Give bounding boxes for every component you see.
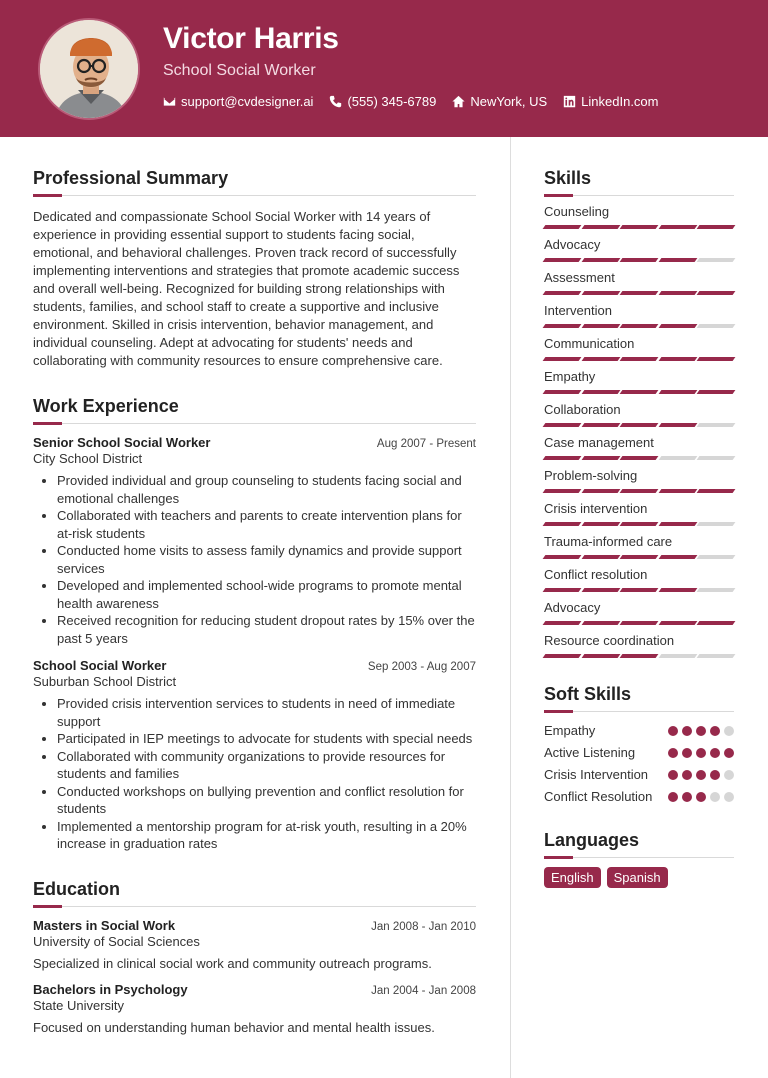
education-description: Specialized in clinical social work and community outreach programs. — [33, 955, 432, 971]
skill-item — [544, 402, 734, 427]
job-position: School Social Worker — [33, 658, 167, 673]
skill-level-segment — [543, 489, 581, 493]
job-bullet: • Participated in IEP meetings to advocate for students with special needs — [57, 730, 476, 748]
education-dates: Jan 2008 - Jan 2010 — [371, 920, 476, 933]
location-text: NewYork, US — [470, 94, 548, 109]
soft-skills-list — [544, 722, 734, 806]
skill-level-segment — [697, 621, 735, 625]
contact-email[interactable] — [163, 94, 313, 109]
section-rule — [33, 423, 476, 424]
skill-level-segment — [697, 654, 735, 658]
degree-name: Masters in Social Work — [33, 917, 176, 933]
skill-level-segment — [658, 588, 696, 592]
languages-list — [544, 867, 734, 888]
job-bullet: • Conducted workshops on bullying prevention and conflict resolution for students — [57, 783, 476, 818]
skill-level-segment — [581, 522, 619, 526]
section-rule — [33, 195, 476, 196]
education-header — [33, 982, 476, 997]
skill-item — [544, 633, 734, 658]
skill-level-segment — [620, 225, 658, 229]
rating-dot — [668, 792, 678, 802]
candidate-name: Victor Harris — [163, 22, 339, 55]
phone-icon — [329, 95, 342, 108]
skill-level-segment — [581, 390, 619, 394]
rating-dot — [724, 726, 734, 736]
skill-item — [544, 237, 734, 262]
rating-dot — [682, 748, 692, 758]
skill-level-segment — [658, 291, 696, 295]
section-rule — [544, 195, 734, 196]
soft-skill-rating — [668, 748, 734, 758]
skill-level-segment — [697, 357, 735, 361]
skill-name: Assessment — [544, 270, 615, 285]
skill-level-segment — [697, 291, 735, 295]
skill-level-segment — [697, 225, 735, 229]
job-bullet: • Provided individual and group counseling to students facing social and emotional challenges — [57, 472, 476, 507]
education-heading: Education — [33, 878, 121, 899]
skill-level-segment — [620, 654, 658, 658]
language-badge: Spanish — [607, 867, 668, 888]
skill-level-segment — [581, 555, 619, 559]
soft-skill-name: Crisis Intervention — [544, 767, 649, 782]
soft-skill-name: Empathy — [544, 723, 596, 738]
avatar — [38, 18, 140, 120]
contact-bar — [163, 94, 659, 109]
soft-skill-rating — [668, 770, 734, 780]
skill-level-segment — [581, 357, 619, 361]
skills-section — [544, 168, 734, 658]
skills-heading: Skills — [544, 168, 592, 188]
language-badge: English — [544, 867, 601, 888]
rating-dot — [668, 770, 678, 780]
education-description: Focused on understanding human behavior and mental health issues. — [33, 1019, 435, 1035]
skill-level-segment — [620, 555, 658, 559]
skill-name: Collaboration — [544, 402, 621, 417]
skill-level-bars — [544, 423, 734, 427]
skill-level-bars — [544, 654, 734, 658]
education-header — [33, 918, 476, 933]
linkedin-icon — [563, 95, 576, 108]
rating-dot — [724, 770, 734, 780]
skill-name: Intervention — [544, 303, 612, 318]
rating-dot — [682, 792, 692, 802]
skill-item — [544, 567, 734, 592]
school-name: University of Social Sciences — [33, 933, 200, 949]
skill-level-segment — [658, 456, 696, 460]
summary-text: Dedicated and compassionate School Social Worker with 14 years of experience in providing essential support to students facing social, emotional, and behavioral challenges. Proven track record of successfully implementing interventions and strategies that promote academic success and overall well-being. Recognized for building strong relationships with students, families, and school staff to create a supportive and inclusive environment. Skilled in crisis intervention, behavior management, and individual counseling. Adept at advocating for students' needs and collaborating with community resources to ensure comprehensive care. — [33, 209, 460, 368]
skill-item — [544, 204, 734, 229]
skill-level-segment — [658, 324, 696, 328]
skill-level-segment — [697, 489, 735, 493]
rating-dot — [724, 792, 734, 802]
job-bullet: • Conducted home visits to assess family dynamics and provide support services — [57, 542, 476, 577]
skill-level-segment — [581, 291, 619, 295]
skill-level-segment — [620, 456, 658, 460]
skill-level-segment — [658, 654, 696, 658]
skill-name: Crisis intervention — [544, 501, 648, 516]
skill-level-segment — [543, 588, 581, 592]
education-section — [33, 879, 476, 1035]
skill-level-segment — [697, 588, 735, 592]
skill-item — [544, 600, 734, 625]
summary-heading: Professional Summary — [33, 168, 229, 188]
skill-level-segment — [697, 522, 735, 526]
skill-level-bars — [544, 555, 734, 559]
skill-level-bars — [544, 291, 734, 295]
skill-item — [544, 534, 734, 559]
skill-name: Communication — [544, 336, 635, 351]
skill-level-segment — [658, 390, 696, 394]
skill-level-segment — [581, 324, 619, 328]
skill-name: Conflict resolution — [544, 567, 648, 582]
skill-level-segment — [620, 291, 658, 295]
column-divider — [510, 137, 511, 1078]
skill-level-segment — [543, 291, 581, 295]
skill-name: Trauma-informed care — [544, 534, 673, 549]
skill-name: Advocacy — [544, 600, 601, 615]
skill-level-segment — [620, 621, 658, 625]
skill-level-bars — [544, 522, 734, 526]
job-list — [33, 435, 476, 853]
skill-level-bars — [544, 258, 734, 262]
soft-skill-name: Conflict Resolution — [544, 789, 653, 804]
skill-name: Problem-solving — [544, 468, 638, 483]
skill-level-segment — [581, 588, 619, 592]
rating-dot — [710, 792, 720, 802]
rating-dot — [696, 748, 706, 758]
rating-dot — [710, 748, 720, 758]
skill-level-segment — [620, 324, 658, 328]
skill-level-segment — [543, 654, 581, 658]
job-bullet: • Developed and implemented school-wide programs to promote mental health awareness — [57, 577, 476, 612]
skill-level-segment — [697, 456, 735, 460]
job-header — [33, 435, 476, 450]
job-bullet: • Implemented a mentorship program for at-risk youth, resulting in a 20% increase in graduation rates — [57, 818, 476, 853]
skill-level-segment — [697, 555, 735, 559]
job-organization: City School District — [33, 451, 143, 466]
header — [0, 0, 768, 137]
skill-level-segment — [658, 489, 696, 493]
job-title: School Social Worker — [163, 62, 316, 79]
phone-text: (555) 345-6789 — [347, 94, 437, 109]
skill-level-segment — [620, 258, 658, 262]
skill-level-segment — [543, 621, 581, 625]
skill-level-segment — [581, 456, 619, 460]
job-bullet: • Received recognition for reducing student dropout rates by 15% over the past 5 years — [57, 612, 476, 647]
skill-level-segment — [620, 390, 658, 394]
skill-level-segment — [658, 555, 696, 559]
skill-level-segment — [658, 423, 696, 427]
skill-name: Case management — [544, 435, 654, 450]
skill-level-bars — [544, 225, 734, 229]
section-rule — [544, 857, 734, 858]
skill-level-segment — [697, 258, 735, 262]
skill-item — [544, 369, 734, 394]
skill-level-bars — [544, 489, 734, 493]
skill-level-segment — [581, 423, 619, 427]
skill-level-segment — [543, 555, 581, 559]
skill-level-segment — [620, 588, 658, 592]
skill-item — [544, 336, 734, 361]
skill-level-bars — [544, 357, 734, 361]
skill-level-segment — [581, 654, 619, 658]
skill-level-segment — [658, 225, 696, 229]
rating-dot — [668, 726, 678, 736]
skill-level-segment — [543, 456, 581, 460]
skill-item — [544, 468, 734, 493]
linkedin-text: LinkedIn.com — [581, 94, 659, 109]
rating-dot — [682, 726, 692, 736]
skill-level-segment — [543, 423, 581, 427]
skill-level-segment — [581, 225, 619, 229]
languages-section — [544, 830, 734, 888]
rating-dot — [696, 726, 706, 736]
languages-heading: Languages — [544, 830, 640, 850]
skill-level-segment — [581, 258, 619, 262]
job-entry — [33, 435, 476, 647]
skill-name: Resource coordination — [544, 633, 675, 648]
job-header — [33, 658, 476, 673]
soft-skill-rating — [668, 792, 734, 802]
main-column — [33, 168, 476, 1035]
skill-name: Counseling — [544, 204, 610, 219]
education-list — [33, 918, 476, 1035]
skill-level-segment — [658, 522, 696, 526]
skill-level-segment — [658, 357, 696, 361]
rating-dot — [724, 748, 734, 758]
soft-skill-item — [544, 788, 734, 806]
contact-location — [452, 94, 547, 109]
skills-list — [544, 204, 734, 658]
job-dates: Aug 2007 - Present — [376, 438, 476, 450]
job-dates: Sep 2003 - Aug 2007 — [367, 661, 476, 673]
skill-level-bars — [544, 621, 734, 625]
skill-level-segment — [543, 324, 581, 328]
skill-level-segment — [543, 258, 581, 262]
skill-level-segment — [697, 324, 735, 328]
rating-dot — [710, 726, 720, 736]
skill-level-segment — [543, 390, 581, 394]
soft-skill-rating — [668, 726, 734, 736]
sidebar-column — [544, 168, 734, 888]
skill-level-segment — [620, 357, 658, 361]
job-bullet: • Collaborated with teachers and parents to create intervention plans for at-risk students — [57, 507, 476, 542]
home-icon — [452, 95, 465, 108]
contact-phone[interactable] — [329, 94, 436, 109]
soft-skill-name: Active Listening — [544, 745, 636, 760]
skill-level-segment — [620, 489, 658, 493]
rating-dot — [696, 792, 706, 802]
skill-name: Empathy — [544, 369, 596, 384]
education-entry — [33, 982, 476, 1035]
skill-level-bars — [544, 588, 734, 592]
skill-level-segment — [581, 489, 619, 493]
job-bullets — [33, 472, 476, 647]
skill-item — [544, 435, 734, 460]
skill-level-segment — [620, 423, 658, 427]
school-name: State University — [33, 997, 125, 1013]
skill-level-segment — [620, 522, 658, 526]
experience-section — [33, 396, 476, 853]
skill-item — [544, 501, 734, 526]
skill-level-segment — [543, 522, 581, 526]
section-rule — [33, 906, 476, 907]
soft-skill-item — [544, 722, 734, 740]
soft-skill-item — [544, 766, 734, 784]
summary-section — [33, 168, 476, 370]
skill-level-bars — [544, 324, 734, 328]
rating-dot — [682, 770, 692, 780]
envelope-icon — [163, 95, 176, 108]
skill-level-segment — [658, 258, 696, 262]
contact-linkedin[interactable] — [563, 94, 658, 109]
rating-dot — [696, 770, 706, 780]
education-dates: Jan 2004 - Jan 2008 — [371, 984, 476, 997]
experience-heading: Work Experience — [33, 396, 179, 416]
job-organization: Suburban School District — [33, 674, 177, 689]
skill-level-segment — [658, 621, 696, 625]
job-bullet: • Provided crisis intervention services to students in need of immediate support — [57, 695, 476, 730]
skill-item — [544, 270, 734, 295]
rating-dot — [668, 748, 678, 758]
section-rule — [544, 711, 734, 712]
rating-dot — [710, 770, 720, 780]
soft-skill-item — [544, 744, 734, 762]
job-position: Senior School Social Worker — [33, 435, 211, 450]
job-entry — [33, 658, 476, 853]
job-bullet: • Collaborated with community organizations to provide resources for students and families — [57, 748, 476, 783]
email-text: support@cvdesigner.ai — [181, 94, 314, 109]
skill-name: Advocacy — [544, 237, 601, 252]
skill-level-segment — [543, 357, 581, 361]
education-entry — [33, 918, 476, 971]
soft-skills-section — [544, 684, 734, 806]
skill-level-bars — [544, 390, 734, 394]
skill-level-segment — [697, 390, 735, 394]
skill-level-segment — [697, 423, 735, 427]
job-bullets — [33, 695, 476, 853]
soft-skills-heading: Soft Skills — [544, 684, 632, 704]
skill-level-segment — [581, 621, 619, 625]
skill-item — [544, 303, 734, 328]
degree-name: Bachelors in Psychology — [33, 981, 188, 997]
skill-level-bars — [544, 456, 734, 460]
skill-level-segment — [543, 225, 581, 229]
